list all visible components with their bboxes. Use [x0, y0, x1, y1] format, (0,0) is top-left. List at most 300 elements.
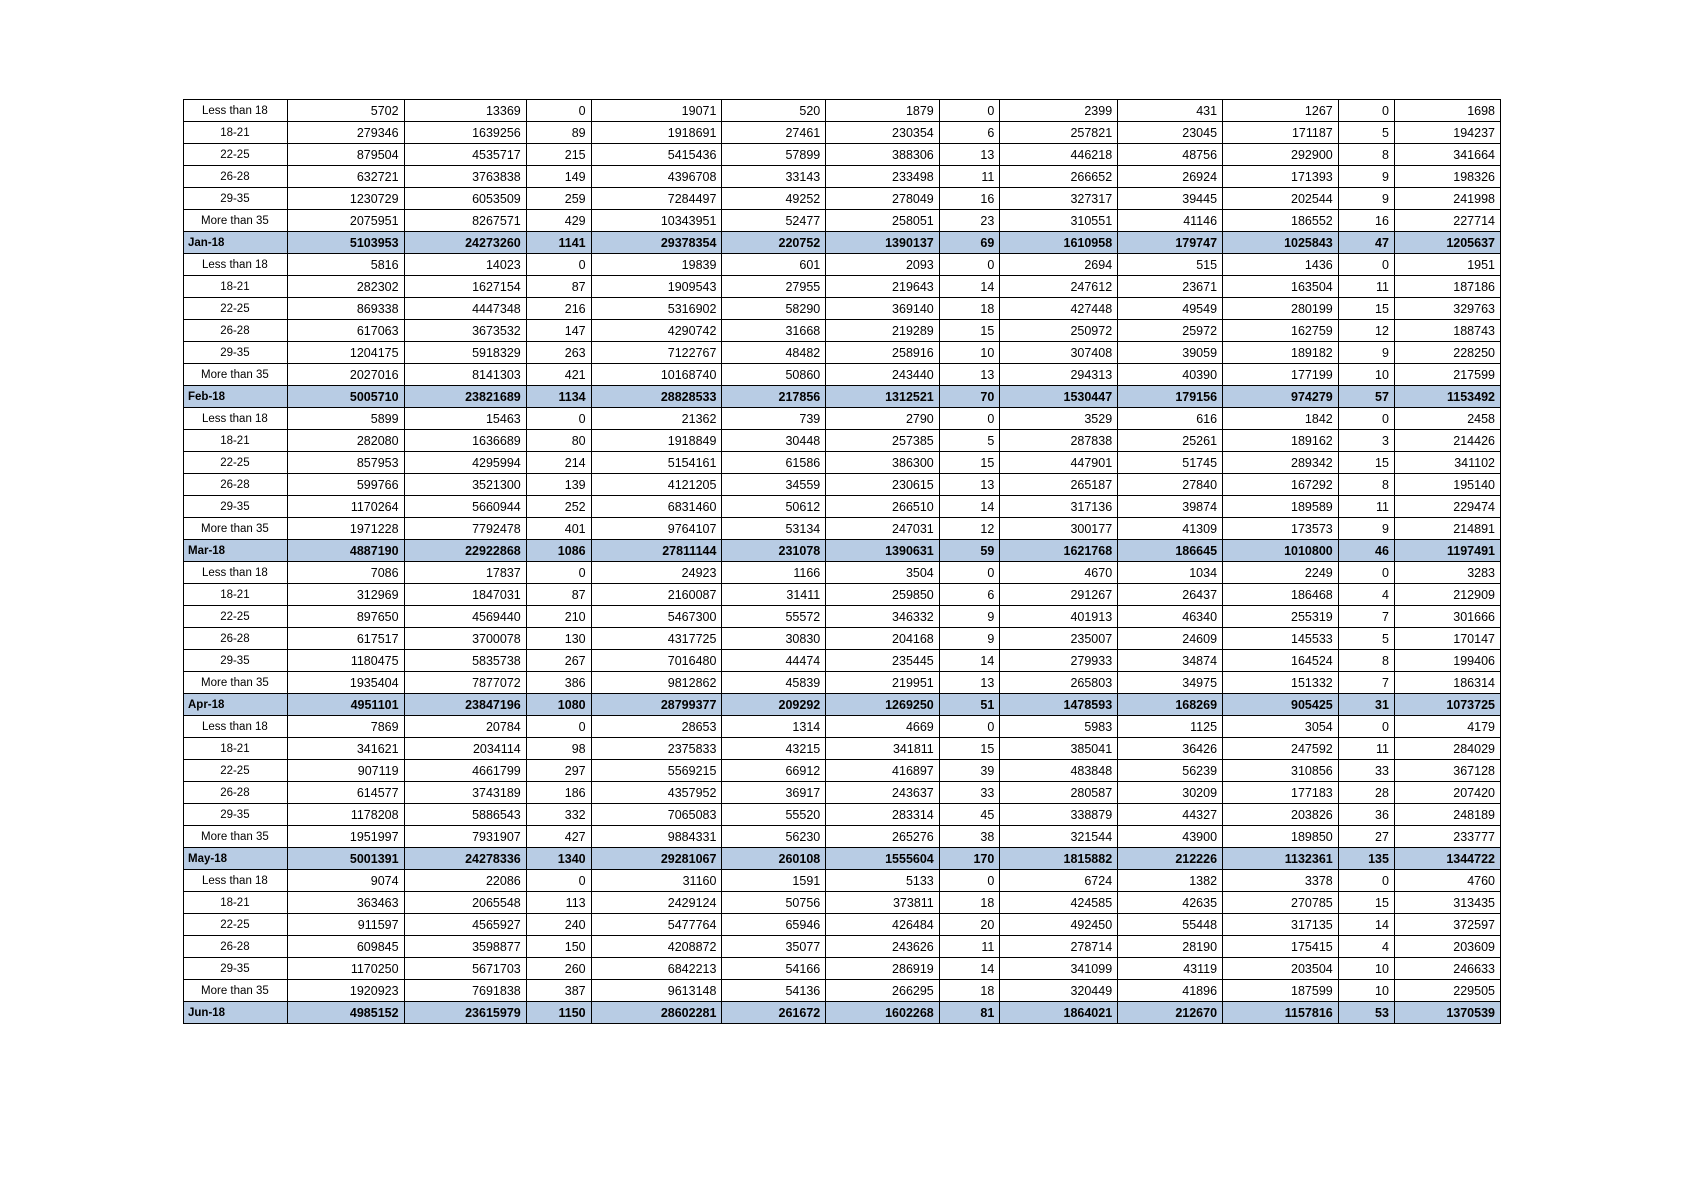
table-cell: 15	[1338, 298, 1394, 320]
table-cell: 283314	[826, 804, 940, 826]
table-cell: 11	[1338, 738, 1394, 760]
table-cell: 39059	[1118, 342, 1223, 364]
table-row	[184, 100, 1501, 122]
table-cell: 446218	[1000, 144, 1118, 166]
table-cell: 327317	[1000, 188, 1118, 210]
table-cell: 373811	[826, 892, 940, 914]
table-cell: 1951997	[287, 826, 404, 848]
table-cell: 341099	[1000, 958, 1118, 980]
row-age-label: Less than 18	[184, 716, 288, 738]
table-cell: 250972	[1000, 320, 1118, 342]
table-cell: 259	[526, 188, 591, 210]
table-cell: 2065548	[404, 892, 526, 914]
table-row	[184, 914, 1501, 936]
table-cell: 1125	[1118, 716, 1223, 738]
table-cell: 5569215	[591, 760, 722, 782]
table-cell: 243637	[826, 782, 940, 804]
table-cell: 203609	[1394, 936, 1500, 958]
table-cell: 3598877	[404, 936, 526, 958]
table-cell: 27811144	[591, 540, 722, 562]
table-cell: 171187	[1223, 122, 1339, 144]
table-cell: 217856	[722, 386, 826, 408]
table-cell: 617063	[287, 320, 404, 342]
table-row	[184, 276, 1501, 298]
table-cell: 317135	[1223, 914, 1339, 936]
row-age-label: 22-25	[184, 452, 288, 474]
table-cell: 1080	[526, 694, 591, 716]
table-cell: 220752	[722, 232, 826, 254]
row-age-label: 18-21	[184, 892, 288, 914]
table-row	[184, 166, 1501, 188]
table-cell: 1034	[1118, 562, 1223, 584]
table-cell: 387	[526, 980, 591, 1002]
table-cell: 2399	[1000, 100, 1118, 122]
table-cell: 9	[939, 606, 1000, 628]
table-cell: 1010800	[1223, 540, 1339, 562]
table-cell: 230354	[826, 122, 940, 144]
table-cell: 6831460	[591, 496, 722, 518]
table-cell: 5103953	[287, 232, 404, 254]
table-cell: 43119	[1118, 958, 1223, 980]
table-cell: 15	[939, 738, 1000, 760]
table-cell: 2093	[826, 254, 940, 276]
table-cell: 33143	[722, 166, 826, 188]
table-cell: 45	[939, 804, 1000, 826]
table-cell: 1530447	[1000, 386, 1118, 408]
table-cell: 266295	[826, 980, 940, 1002]
table-cell: 189850	[1223, 826, 1339, 848]
table-cell: 5001391	[287, 848, 404, 870]
table-cell: 4208872	[591, 936, 722, 958]
table-cell: 170147	[1394, 628, 1500, 650]
table-cell: 57899	[722, 144, 826, 166]
table-cell: 53	[1338, 1002, 1394, 1024]
table-cell: 427448	[1000, 298, 1118, 320]
table-cell: 27461	[722, 122, 826, 144]
table-row	[184, 1002, 1501, 1024]
table-cell: 3673532	[404, 320, 526, 342]
table-cell: 26924	[1118, 166, 1223, 188]
table-cell: 1269250	[826, 694, 940, 716]
table-cell: 1025843	[1223, 232, 1339, 254]
table-cell: 54136	[722, 980, 826, 1002]
table-cell: 18	[939, 980, 1000, 1002]
table-cell: 1610958	[1000, 232, 1118, 254]
table-cell: 287838	[1000, 430, 1118, 452]
table-row	[184, 958, 1501, 980]
table-cell: 12	[939, 518, 1000, 540]
table-cell: 9812862	[591, 672, 722, 694]
table-cell: 4396708	[591, 166, 722, 188]
table-cell: 401913	[1000, 606, 1118, 628]
table-cell: 2160087	[591, 584, 722, 606]
table-cell: 1935404	[287, 672, 404, 694]
table-cell: 227714	[1394, 210, 1500, 232]
table-cell: 5899	[287, 408, 404, 430]
table-cell: 55520	[722, 804, 826, 826]
table-cell: 130	[526, 628, 591, 650]
table-cell: 207420	[1394, 782, 1500, 804]
table-cell: 30830	[722, 628, 826, 650]
table-cell: 1971228	[287, 518, 404, 540]
table-cell: 17837	[404, 562, 526, 584]
table-cell: 14	[939, 958, 1000, 980]
table-cell: 1170250	[287, 958, 404, 980]
table-cell: 367128	[1394, 760, 1500, 782]
row-age-label: 26-28	[184, 320, 288, 342]
table-row	[184, 364, 1501, 386]
table-row	[184, 254, 1501, 276]
table-cell: 59	[939, 540, 1000, 562]
table-cell: 27	[1338, 826, 1394, 848]
table-row	[184, 760, 1501, 782]
table-cell: 974279	[1223, 386, 1339, 408]
table-cell: 5477764	[591, 914, 722, 936]
table-cell: 2790	[826, 408, 940, 430]
table-cell: 24273260	[404, 232, 526, 254]
table-cell: 29281067	[591, 848, 722, 870]
table-cell: 41309	[1118, 518, 1223, 540]
table-row	[184, 298, 1501, 320]
table-cell: 601	[722, 254, 826, 276]
table-cell: 1639256	[404, 122, 526, 144]
row-period-label: Jan-18	[184, 232, 288, 254]
table-cell: 1166	[722, 562, 826, 584]
table-cell: 0	[526, 716, 591, 738]
table-cell: 56239	[1118, 760, 1223, 782]
table-cell: 23045	[1118, 122, 1223, 144]
table-cell: 4951101	[287, 694, 404, 716]
table-cell: 38	[939, 826, 1000, 848]
table-cell: 189182	[1223, 342, 1339, 364]
table-cell: 212226	[1118, 848, 1223, 870]
table-cell: 907119	[287, 760, 404, 782]
table-row	[184, 496, 1501, 518]
table-cell: 258916	[826, 342, 940, 364]
row-age-label: 26-28	[184, 474, 288, 496]
table-cell: 9	[1338, 518, 1394, 540]
table-cell: 171393	[1223, 166, 1339, 188]
table-cell: 150	[526, 936, 591, 958]
table-cell: 2694	[1000, 254, 1118, 276]
table-cell: 34559	[722, 474, 826, 496]
table-cell: 46	[1338, 540, 1394, 562]
table-cell: 0	[939, 870, 1000, 892]
table-cell: 98	[526, 738, 591, 760]
table-cell: 33	[939, 782, 1000, 804]
table-cell: 31411	[722, 584, 826, 606]
table-cell: 401	[526, 518, 591, 540]
table-cell: 369140	[826, 298, 940, 320]
table-cell: 203504	[1223, 958, 1339, 980]
row-age-label: 18-21	[184, 122, 288, 144]
table-row	[184, 936, 1501, 958]
table-cell: 24278336	[404, 848, 526, 870]
table-cell: 35077	[722, 936, 826, 958]
table-cell: 386300	[826, 452, 940, 474]
table-cell: 214891	[1394, 518, 1500, 540]
table-cell: 187186	[1394, 276, 1500, 298]
table-cell: 36426	[1118, 738, 1223, 760]
table-cell: 483848	[1000, 760, 1118, 782]
table-cell: 313435	[1394, 892, 1500, 914]
table-cell: 1698	[1394, 100, 1500, 122]
table-cell: 27955	[722, 276, 826, 298]
table-cell: 27840	[1118, 474, 1223, 496]
table-cell: 113	[526, 892, 591, 914]
table-cell: 19839	[591, 254, 722, 276]
table-cell: 267	[526, 650, 591, 672]
table-cell: 31160	[591, 870, 722, 892]
table-cell: 1157816	[1223, 1002, 1339, 1024]
table-cell: 5918329	[404, 342, 526, 364]
table-cell: 266510	[826, 496, 940, 518]
table-cell: 0	[939, 562, 1000, 584]
table-cell: 7	[1338, 672, 1394, 694]
table-cell: 8	[1338, 474, 1394, 496]
table-cell: 13	[939, 672, 1000, 694]
table-cell: 49252	[722, 188, 826, 210]
table-cell: 1842	[1223, 408, 1339, 430]
table-cell: 3521300	[404, 474, 526, 496]
table-cell: 421	[526, 364, 591, 386]
row-age-label: More than 35	[184, 980, 288, 1002]
table-cell: 609845	[287, 936, 404, 958]
table-cell: 905425	[1223, 694, 1339, 716]
table-cell: 149	[526, 166, 591, 188]
table-cell: 312969	[287, 584, 404, 606]
table-cell: 1864021	[1000, 1002, 1118, 1024]
table-cell: 14	[1338, 914, 1394, 936]
table-cell: 1478593	[1000, 694, 1118, 716]
table-cell: 5660944	[404, 496, 526, 518]
table-row	[184, 694, 1501, 716]
table-cell: 2034114	[404, 738, 526, 760]
table-cell: 5415436	[591, 144, 722, 166]
table-cell: 2249	[1223, 562, 1339, 584]
table-row	[184, 672, 1501, 694]
table-cell: 1073725	[1394, 694, 1500, 716]
table-cell: 1382	[1118, 870, 1223, 892]
table-cell: 3700078	[404, 628, 526, 650]
table-cell: 7284497	[591, 188, 722, 210]
table-cell: 4290742	[591, 320, 722, 342]
table-cell: 189589	[1223, 496, 1339, 518]
row-age-label: Less than 18	[184, 100, 288, 122]
table-cell: 1602268	[826, 1002, 940, 1024]
table-cell: 261672	[722, 1002, 826, 1024]
table-cell: 266652	[1000, 166, 1118, 188]
table-cell: 1134	[526, 386, 591, 408]
table-cell: 216	[526, 298, 591, 320]
table-cell: 599766	[287, 474, 404, 496]
table-cell: 1879	[826, 100, 940, 122]
table-cell: 186314	[1394, 672, 1500, 694]
table-cell: 292900	[1223, 144, 1339, 166]
table-cell: 320449	[1000, 980, 1118, 1002]
table-cell: 1086	[526, 540, 591, 562]
table-cell: 284029	[1394, 738, 1500, 760]
table-cell: 1314	[722, 716, 826, 738]
row-age-label: 22-25	[184, 760, 288, 782]
table-row	[184, 650, 1501, 672]
table-cell: 8	[1338, 144, 1394, 166]
table-cell: 219289	[826, 320, 940, 342]
table-cell: 247031	[826, 518, 940, 540]
table-cell: 424585	[1000, 892, 1118, 914]
table-cell: 1951	[1394, 254, 1500, 276]
table-cell: 28602281	[591, 1002, 722, 1024]
table-cell: 16	[939, 188, 1000, 210]
table-cell: 1205637	[1394, 232, 1500, 254]
table-cell: 41896	[1118, 980, 1223, 1002]
table-cell: 135	[1338, 848, 1394, 870]
table-cell: 617517	[287, 628, 404, 650]
table-cell: 1132361	[1223, 848, 1339, 870]
table-cell: 8	[1338, 650, 1394, 672]
table-cell: 188743	[1394, 320, 1500, 342]
table-cell: 189162	[1223, 430, 1339, 452]
table-cell: 198326	[1394, 166, 1500, 188]
table-cell: 257385	[826, 430, 940, 452]
table-cell: 21362	[591, 408, 722, 430]
table-cell: 363463	[287, 892, 404, 914]
table-cell: 1555604	[826, 848, 940, 870]
table-cell: 341811	[826, 738, 940, 760]
table-cell: 5	[939, 430, 1000, 452]
table-cell: 30448	[722, 430, 826, 452]
table-row	[184, 628, 1501, 650]
table-cell: 235445	[826, 650, 940, 672]
table-cell: 280199	[1223, 298, 1339, 320]
table-cell: 291267	[1000, 584, 1118, 606]
table-cell: 317136	[1000, 496, 1118, 518]
table-cell: 18	[939, 892, 1000, 914]
row-age-label: 29-35	[184, 188, 288, 210]
table-cell: 1591	[722, 870, 826, 892]
table-cell: 5671703	[404, 958, 526, 980]
table-cell: 0	[939, 716, 1000, 738]
row-age-label: Less than 18	[184, 408, 288, 430]
table-cell: 202544	[1223, 188, 1339, 210]
table-cell: 87	[526, 584, 591, 606]
table-cell: 6842213	[591, 958, 722, 980]
table-row	[184, 518, 1501, 540]
table-cell: 209292	[722, 694, 826, 716]
row-age-label: 18-21	[184, 276, 288, 298]
table-cell: 186468	[1223, 584, 1339, 606]
table-cell: 23615979	[404, 1002, 526, 1024]
table-cell: 20	[939, 914, 1000, 936]
table-cell: 3504	[826, 562, 940, 584]
table-cell: 219951	[826, 672, 940, 694]
table-cell: 70	[939, 386, 1000, 408]
row-age-label: 26-28	[184, 628, 288, 650]
table-cell: 1178208	[287, 804, 404, 826]
table-cell: 246633	[1394, 958, 1500, 980]
row-age-label: More than 35	[184, 672, 288, 694]
table-row	[184, 122, 1501, 144]
table-cell: 4357952	[591, 782, 722, 804]
table-row	[184, 870, 1501, 892]
row-period-label: Feb-18	[184, 386, 288, 408]
table-cell: 15	[1338, 892, 1394, 914]
table-cell: 4760	[1394, 870, 1500, 892]
table-cell: 229474	[1394, 496, 1500, 518]
table-cell: 240	[526, 914, 591, 936]
table-row	[184, 738, 1501, 760]
table-cell: 214	[526, 452, 591, 474]
table-cell: 9	[1338, 166, 1394, 188]
table-cell: 179747	[1118, 232, 1223, 254]
table-cell: 219643	[826, 276, 940, 298]
table-cell: 14	[939, 496, 1000, 518]
table-row	[184, 210, 1501, 232]
table-cell: 7691838	[404, 980, 526, 1002]
table-cell: 23671	[1118, 276, 1223, 298]
table-cell: 5835738	[404, 650, 526, 672]
table-cell: 16	[1338, 210, 1394, 232]
table-cell: 616	[1118, 408, 1223, 430]
table-cell: 186552	[1223, 210, 1339, 232]
table-cell: 186	[526, 782, 591, 804]
table-cell: 1170264	[287, 496, 404, 518]
table-cell: 9764107	[591, 518, 722, 540]
row-age-label: 29-35	[184, 496, 288, 518]
table-cell: 175415	[1223, 936, 1339, 958]
data-table	[183, 99, 1501, 1024]
row-age-label: More than 35	[184, 518, 288, 540]
row-period-label: Jun-18	[184, 1002, 288, 1024]
table-cell: 61586	[722, 452, 826, 474]
table-cell: 229505	[1394, 980, 1500, 1002]
table-cell: 233498	[826, 166, 940, 188]
table-cell: 215	[526, 144, 591, 166]
table-cell: 270785	[1223, 892, 1339, 914]
table-cell: 13	[939, 474, 1000, 496]
table-cell: 259850	[826, 584, 940, 606]
table-cell: 204168	[826, 628, 940, 650]
row-age-label: 29-35	[184, 342, 288, 364]
table-cell: 426484	[826, 914, 940, 936]
table-cell: 9	[939, 628, 1000, 650]
table-cell: 7877072	[404, 672, 526, 694]
table-cell: 10	[1338, 364, 1394, 386]
table-cell: 257821	[1000, 122, 1118, 144]
table-cell: 194237	[1394, 122, 1500, 144]
table-cell: 44327	[1118, 804, 1223, 826]
table-cell: 492450	[1000, 914, 1118, 936]
table-cell: 9613148	[591, 980, 722, 1002]
table-cell: 139	[526, 474, 591, 496]
table-cell: 3763838	[404, 166, 526, 188]
table-cell: 301666	[1394, 606, 1500, 628]
row-age-label: Less than 18	[184, 562, 288, 584]
table-cell: 2027016	[287, 364, 404, 386]
table-cell: 87	[526, 276, 591, 298]
table-cell: 388306	[826, 144, 940, 166]
table-cell: 15	[939, 452, 1000, 474]
row-age-label: 22-25	[184, 914, 288, 936]
table-cell: 23821689	[404, 386, 526, 408]
table-cell: 13369	[404, 100, 526, 122]
table-cell: 1627154	[404, 276, 526, 298]
row-age-label: Less than 18	[184, 254, 288, 276]
table-cell: 228250	[1394, 342, 1500, 364]
table-cell: 25261	[1118, 430, 1223, 452]
row-age-label: 18-21	[184, 430, 288, 452]
table-cell: 1918691	[591, 122, 722, 144]
